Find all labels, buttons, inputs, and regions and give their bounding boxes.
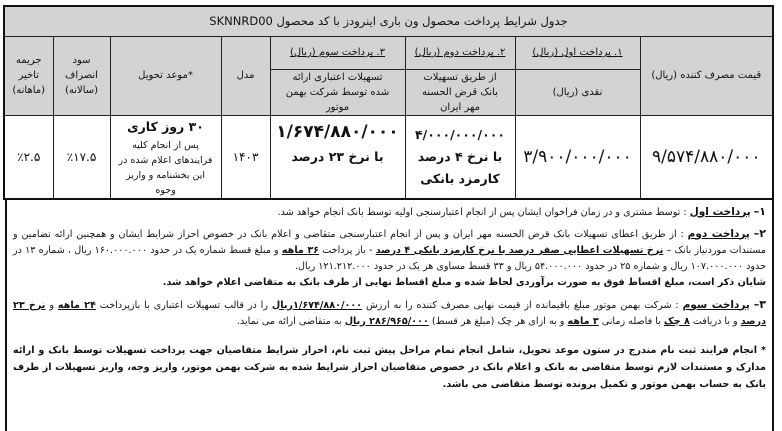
cell-payment2 [405,115,515,199]
header-payment1: ۱. پرداخت اول (ریال) [515,36,640,69]
cell-cancel-profit: ٪۱۷.۵ [53,115,110,199]
payment-terms-table [3,5,774,200]
note-text: - باز پرداخت [319,244,376,256]
note-emphasis: ۸ چک [663,315,690,327]
note-payment2 [13,226,766,291]
delivery-note: پس از انجام کلیه فرایندهای اعلام شده در این بخشنامه و واریز وجوه [118,139,213,196]
header-delivery: *موعد تحویل [110,36,221,115]
note-number: ۳– [753,297,767,311]
note-text: و مبلغ قسط شماره یک در حدود ۱۶۰.۰۰۰.۰۰۰ ریال ، شماره ۱۳ در حدود ۱۰۷.۰۰۰.۰۰۰ ریال و شماره ۲۵ در حدود ۵۴.۰۰۰.۰۰۰ ریال و ۳۳ قسط مساوی هر یک در حدود ۱۲۱.۲۱۲.۰۰۰ ریال. [13,244,766,272]
table-row [4,115,773,199]
header-payment3: ۳. پرداخت سوم (ریال) [270,36,405,69]
note-emphasis: نرخ تسهیلات اعطایی صفر درصد با نرخ کارمزد بانکی ۴ درصد [375,244,664,256]
note-emphasis: ۲۴ ماهه [57,299,96,311]
delivery-main: ۳۰ روز کاری [127,118,204,134]
note-text: و [45,299,58,311]
cell-late-penalty: ٪۲.۵ [4,115,53,199]
note-text: به متقاضی ارائه می نماید. [236,315,345,327]
payment-terms-document [5,5,774,431]
header-cancel-profit: سود انصراف (سالانه) [53,36,110,115]
cell-delivery [110,115,221,199]
note-number: ۲– [753,226,766,240]
note-number: ۱– [753,204,766,218]
header-payment2: ۲. پرداخت دوم (ریال) [405,36,515,69]
header-payment3-sub: تسهیلات اعتباری ارائه شده توسط شرکت بهمن موتور [270,69,405,115]
note-bold-line: شایان ذکر است، مبلغ اقساط فوق به صورت برآوردی لحاظ شده و مبلغ اقساط نهایی از طرف بانک به متقاضی اعلام خواهد شد. [162,276,766,288]
note-payment3 [13,297,766,330]
note-emphasis: ۲۸۶/۹۶۵/۰۰۰ ریال [344,315,429,327]
header-late-penalty: جریمه تاخیر (ماهانه) [4,36,53,115]
note-text: : شرکت بهمن موتور مبلغ باقیمانده از قیمت نهایی مصرف کننده را به ارزش [362,299,679,311]
header-payment2-sub: از طریق تسهیلات بانک قرض الحسنه مهر ایران [405,69,515,115]
note-text: و با دریافت [689,315,741,327]
note-emphasis: ۳ ماهه [567,315,599,327]
payment-notes [5,200,774,431]
payment2-fee: کارمزد بانکی [420,170,500,186]
cell-consumer-price: ۹/۵۷۴/۸۸۰/۰۰۰ [640,115,773,199]
header-model: مدل [221,36,270,115]
note-emphasis: ۱/۶۷۴/۸۸۰/۰۰۰ریال [271,299,363,311]
cell-model: ۱۴۰۳ [221,115,270,199]
cell-payment3 [270,115,405,199]
header-consumer-price: قیمت مصرف کننده (ریال) [640,36,773,115]
cell-payment1: ۳/۹۰۰/۰۰۰/۰۰۰ [515,115,640,199]
payment3-amount: ۱/۶۷۴/۸۸۰/۰۰۰ [276,121,399,142]
payment2-rate: با نرخ ۴ درصد [417,148,503,164]
note-label: پرداخت اول [689,205,751,218]
note-text: با فاصله زمانی [598,315,664,327]
delivery-footnote: * انجام فرایند ثبت نام مندرج در ستون موعد تحویل، شامل انجام تمام مراحل پیش ثبت نام، احراز شرایط متقاضیان جهت پرداخت تسهیلات توسط بانک و ارائه مدارک و مستندات لازم توسط متقاضی به بانک و اعلام بانک در خصوص متقاضیان احراز شرایط شده به شرکت بهمن موتور، واریز وجه، واریز تسهیلات از طرف بانک به حساب بهمن موتور و تکمیل پرونده توسط متقاضی می باشد. [13,344,766,390]
payment3-rate: با نرخ ۲۳ درصد [291,148,384,164]
header-payment1-sub: نقدی (ریال) [515,69,640,115]
note-text: : از طریق اعطای تسهیلات بانک قرض الحسنه مهر ایران و پس از انجام اعتبارسنجی متقاضی و اعلام بانک در خصوص احراز شرایط ایشان و همچنین ارائه تضامین و مستندات موردنیاز بانک – [13,228,766,256]
table-title: جدول شرایط پرداخت محصول ون باری اینرودز با کد محصول SKNNRD00 [4,6,773,36]
note-text: و به ازای هر چک (مبلغ هر قسط) [428,315,568,327]
note-label: پرداخت سوم [682,298,750,311]
payment2-amount: ۴/۰۰۰/۰۰۰/۰۰۰ [415,126,505,142]
note-emphasis: ۳۶ ماهه [281,244,320,256]
note-text: را در قالب تسهیلات اعتباری با بازپرداخت [95,299,272,311]
note-text: : توسط مشتری و در زمان فراخوان ایشان پس از انجام اعتبارسنجی اولیه توسط بانک انجام خواهد شد. [277,206,687,218]
note-payment1 [13,204,766,221]
note-emphasis: نرخ ۲۳ درصد [13,299,766,327]
note-label: پرداخت دوم [687,227,750,240]
